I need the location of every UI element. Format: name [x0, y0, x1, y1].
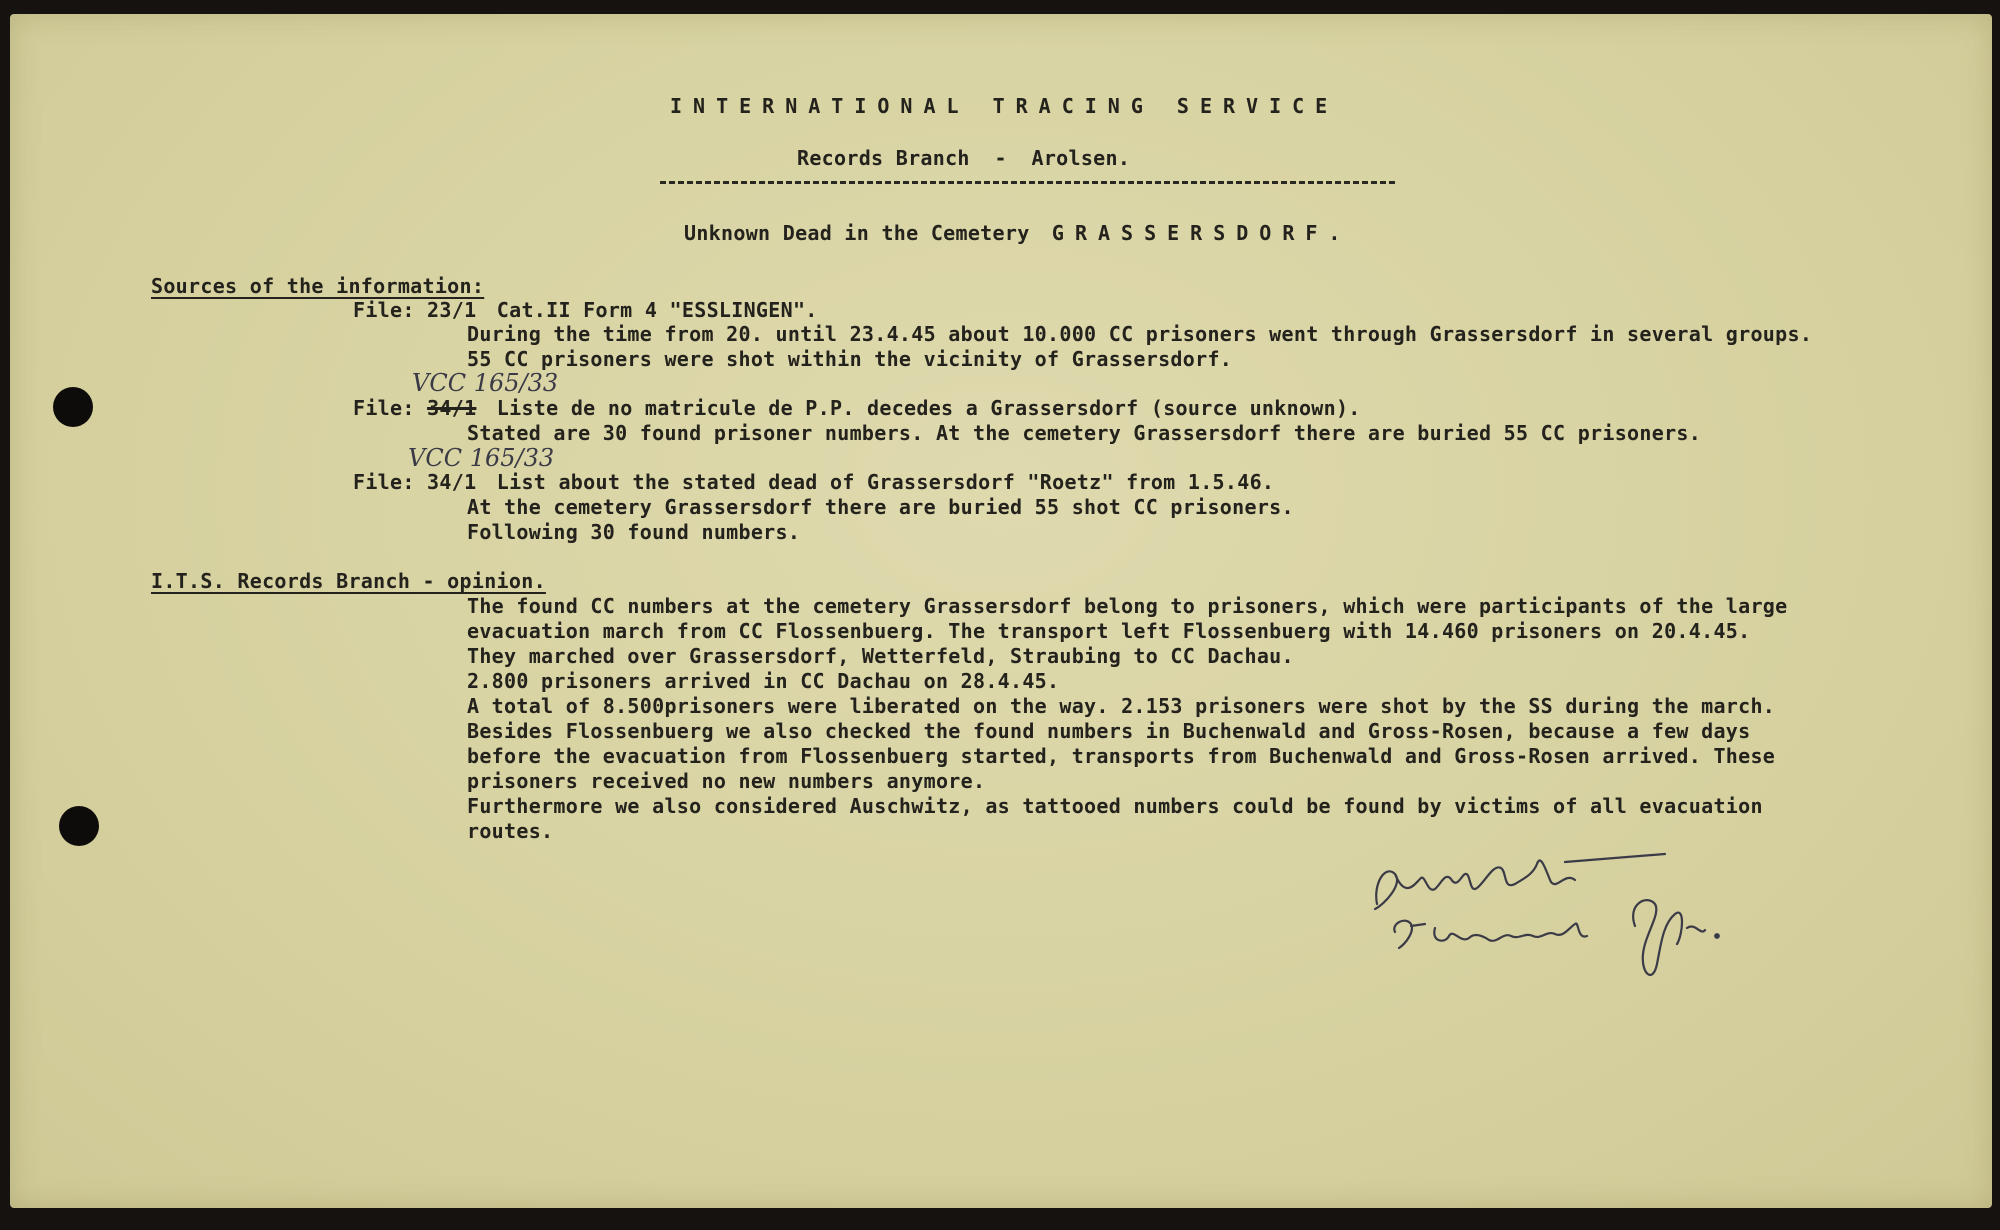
file1-text-1: During the time from 20. until 23.4.45 about 10.000 CC prisoners went through Grassersdorf in several groups. [467, 322, 1813, 346]
file1-text-2: 55 CC prisoners were shot within the vicinity of Grassersdorf. [467, 347, 1233, 371]
sources-heading: Sources of the information: [151, 274, 485, 298]
opinion-text-3: They marched over Grassersdorf, Wetterfeld, Straubing to CC Dachau. [467, 644, 1294, 668]
document-sheet [10, 14, 1992, 1208]
branch-line: Records Branch - Arolsen. [797, 146, 1131, 170]
punch-hole-top [53, 387, 93, 427]
file2-label-prefix: File: [353, 396, 415, 420]
file1-desc: Cat.II Form 4 "ESSLINGEN". [496, 298, 818, 322]
opinion-text-7: before the evacuation from Flossenbuerg started, transports from Buchenwald and Gross-Rosen arrived. These [467, 744, 1776, 768]
file2-line [353, 396, 1361, 420]
opinion-text-8: prisoners received no new numbers anymore. [467, 769, 986, 793]
opinion-text-6: Besides Flossenbuerg we also checked the found numbers in Buchenwald and Gross-Rosen, because a few days [467, 719, 1751, 743]
subject-prefix: Unknown Dead in the Cemetery [684, 221, 1030, 245]
opinion-text-9: Furthermore we also considered Auschwitz, as tattooed numbers could be found by victims of all evacuation [467, 794, 1763, 818]
handwritten-note-2: VCC 165/33 [408, 444, 555, 472]
file3-text-2: Following 30 found numbers. [467, 520, 801, 544]
punch-hole-bottom [59, 806, 99, 846]
file3-line [353, 470, 1274, 494]
file3-desc: List about the stated dead of Grassersdorf "Roetz" from 1.5.46. [496, 470, 1275, 494]
signature [1365, 844, 1785, 994]
opinion-text-2: evacuation march from CC Flossenbuerg. The transport left Flossenbuerg with 14.460 prisoners on 20.4.45. [467, 619, 1751, 643]
file2-text-1: Stated are 30 found prisoner numbers. At the cemetery Grassersdorf there are buried 55 CC prisoners. [467, 421, 1702, 445]
file1-line [353, 298, 818, 322]
opinion-heading: I.T.S. Records Branch - opinion. [151, 569, 546, 593]
file2-desc: Liste de no matricule de P.P. decedes a Grassersdorf (source unknown). [496, 396, 1361, 420]
opinion-text-1: The found CC numbers at the cemetery Grassersdorf belong to prisoners, which were participants of the large [467, 594, 1788, 618]
file3-label: File: 34/1 [353, 470, 477, 494]
subject-line [684, 221, 1351, 245]
subject-place: GRASSERSDORF. [1051, 221, 1352, 245]
file2-label-struck: 34/1 [427, 396, 477, 420]
signature-drawing [1365, 844, 1785, 994]
file1-label: File: 23/1 [353, 298, 477, 322]
handwritten-note-1: VCC 165/33 [412, 369, 559, 397]
opinion-text-5: A total of 8.500prisoners were liberated on the way. 2.153 prisoners were shot by the SS during the march. [467, 694, 1776, 718]
document-title: INTERNATIONAL TRACING SERVICE [670, 94, 1339, 118]
opinion-text-10: routes. [467, 819, 554, 843]
opinion-text-4: 2.800 prisoners arrived in CC Dachau on 28.4.45. [467, 669, 1060, 693]
header-divider [660, 181, 1395, 184]
file3-text-1: At the cemetery Grassersdorf there are buried 55 shot CC prisoners. [467, 495, 1294, 519]
